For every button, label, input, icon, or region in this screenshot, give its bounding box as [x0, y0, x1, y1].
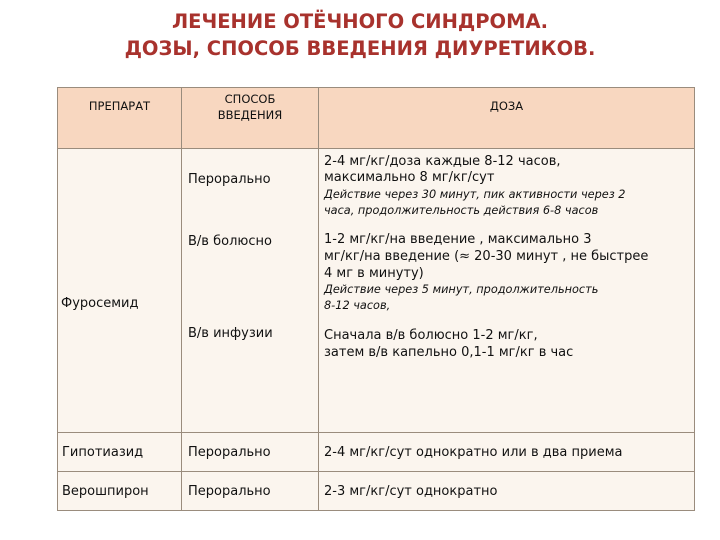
diuretics-table: [57, 87, 695, 511]
dose-oral-line-1: 2-4 мг/кг/доза каждые 8-12 часов,: [324, 154, 561, 169]
header-route-line-1: СПОСОБ: [224, 92, 276, 106]
route: Перорально: [188, 484, 271, 499]
dose: 2-3 мг/кг/сут однократно: [324, 484, 498, 499]
table-row-furosemide: [58, 149, 695, 433]
dose-bolus-line-2: мг/кг/на введение (≈ 20-30 минут , не быстрее: [324, 249, 649, 264]
dose: 2-4 мг/кг/сут однократно или в два приема: [324, 445, 623, 460]
header-route: [182, 88, 319, 149]
header-route-line-2: ВВЕДЕНИЯ: [217, 108, 283, 122]
drug-name: Фуросемид: [61, 296, 139, 311]
drug-name: Гипотиазид: [62, 445, 144, 460]
drug-name: Верошпирон: [62, 484, 149, 499]
table-header-row: [58, 88, 695, 149]
dose-infusion-line-2: затем в/в капельно 0,1-1 мг/кг в час: [324, 345, 574, 360]
table-row-hypothiazide: [58, 433, 695, 472]
dose-bolus-line-1: 1-2 мг/кг/на введение , максимально 3: [324, 232, 592, 247]
table-row-veroshpiron: [58, 472, 695, 511]
route: Перорально: [188, 445, 271, 460]
dose-bolus-line-3: 4 мг в минуту): [324, 266, 424, 281]
note-oral-line-2: часа, продолжительность действия 6-8 часов: [324, 204, 599, 217]
note-oral-line-1: Действие через 30 минут, пик активности через 2: [324, 188, 626, 201]
note-bolus-line-2: 8-12 часов,: [324, 299, 391, 312]
header-dose: ДОЗА: [319, 88, 695, 149]
cell-furosemide-doses: [319, 149, 695, 433]
header-drug: ПРЕПАРАТ: [58, 88, 182, 149]
route-oral: Перорально: [188, 172, 271, 187]
title-line-2: ДОЗЫ, СПОСОБ ВВЕДЕНИЯ ДИУРЕТИКОВ.: [124, 37, 596, 60]
note-bolus-line-1: Действие через 5 минут, продолжительность: [324, 283, 599, 296]
route-infusion: В/в инфузии: [188, 326, 273, 341]
route-bolus: В/в болюсно: [188, 234, 272, 249]
dose-infusion-line-1: Сначала в/в болюсно 1-2 мг/кг,: [324, 328, 538, 343]
cell-furosemide-routes: [182, 149, 319, 433]
cell-furosemide-name: [58, 149, 182, 433]
title-line-1: ЛЕЧЕНИЕ ОТЁЧНОГО СИНДРОМА.: [171, 10, 549, 33]
dose-oral-line-2: максимально 8 мг/кг/сут: [324, 170, 495, 185]
slide-title: [0, 8, 720, 62]
